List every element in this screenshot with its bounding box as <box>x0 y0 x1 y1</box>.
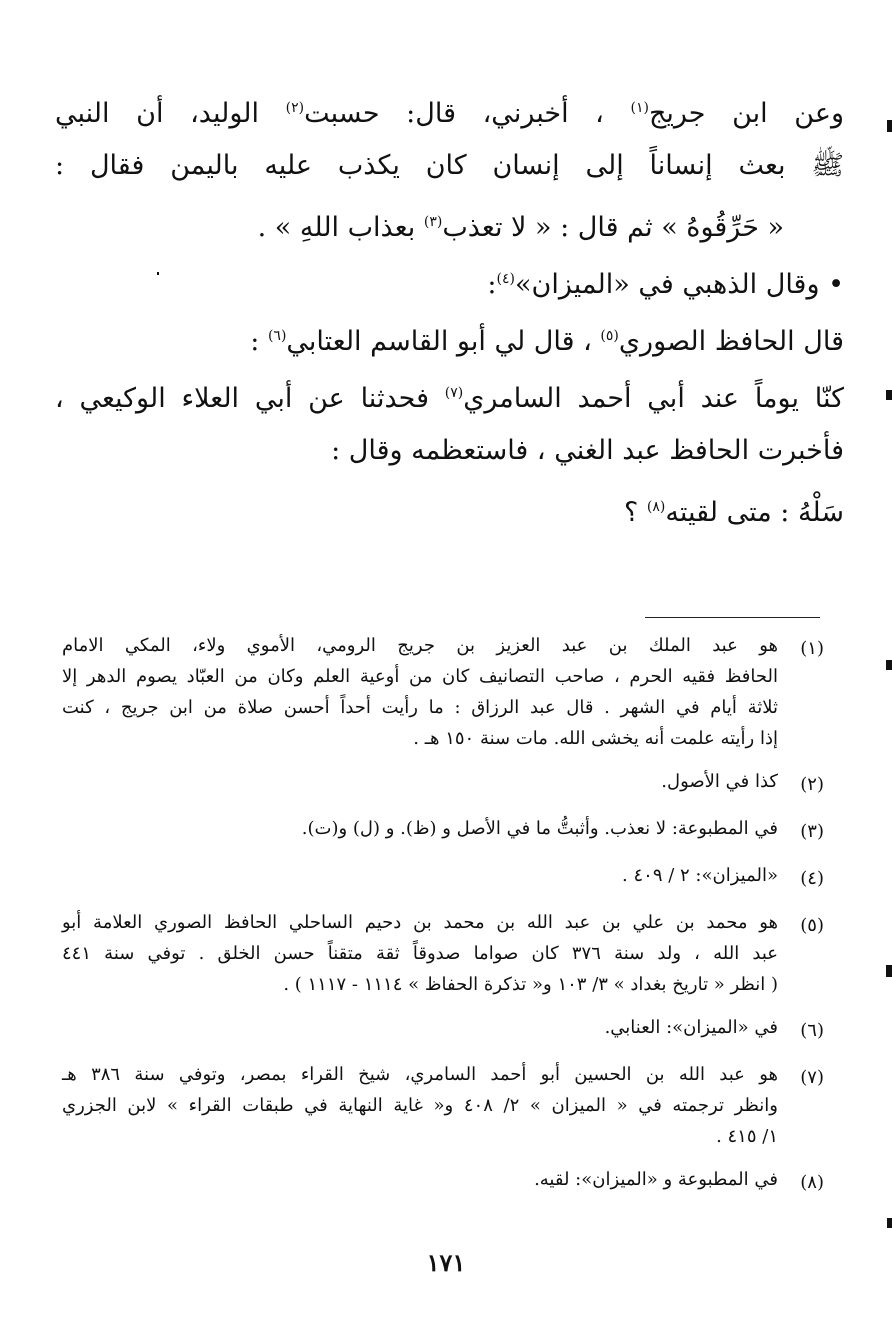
scan-edge-mark <box>886 660 892 670</box>
footnote-6 <box>62 1012 824 1047</box>
footnote-ref[interactable]: (٦) <box>267 328 287 344</box>
footnote-line: هو محمد بن علي بن عبد الله بن محمد بن دحيم الساحلي الحافظ الصوري العلامة أبو <box>62 912 778 933</box>
scan-edge-mark <box>887 1218 892 1228</box>
footnote-ref[interactable]: (٥) <box>600 328 619 344</box>
main-line-3 <box>55 194 844 251</box>
footnote-number: (١) <box>800 638 824 659</box>
footnote-ref[interactable]: (١) <box>630 100 649 116</box>
footnote-separator <box>645 617 820 618</box>
text-run: « حَرِّقُوهُ » ثم قال : « لا تعذب <box>442 212 784 243</box>
footnote-line: في «الميزان»: العنابي. <box>604 1017 778 1038</box>
main-text <box>55 80 844 536</box>
footnote-ref[interactable]: (٣) <box>423 214 443 230</box>
text-run: : <box>250 326 268 357</box>
text-run: بعذاب اللهِ » . <box>257 212 424 243</box>
text-run: : <box>487 269 497 300</box>
footnote-ref[interactable]: (٨) <box>646 499 666 515</box>
text-run: الوليد، أن النبي <box>55 98 286 129</box>
text-run: ، قال لي أبو القاسم العتابي <box>286 326 601 357</box>
text-run: قال الحافظ الصوري <box>618 326 844 357</box>
footnote-ref[interactable]: (٤) <box>496 271 515 287</box>
footnote-line: الحافظ فقيه الحرم ، صاحب التصانيف كان من أوعية العلم وكان من العبّاد يصوم الدهر إلا <box>62 666 778 687</box>
footnote-body <box>62 630 778 754</box>
footnote-line: إذا رأيته علمت أنه يخشى الله. مات سنة ١٥٠ هـ . <box>413 728 778 749</box>
footnote-4 <box>62 860 824 895</box>
footnote-line: ثلاثة أيام في الشهر . قال عبد الرزاق : ما رأيت أحداً أحسن صلاة من ابن جريج ، كنت <box>62 697 778 718</box>
footnote-body <box>62 1164 778 1199</box>
footnote-line: هو عبد الله بن الحسين أبو أحمد السامري، شيخ القراء بمصر، وتوفي سنة ٣٨٦ هـ <box>62 1064 778 1085</box>
footnote-8 <box>62 1164 824 1199</box>
footnote-ref[interactable]: (٢) <box>285 100 305 116</box>
footnotes <box>62 630 824 1211</box>
scan-edge-mark <box>887 120 892 132</box>
footnote-2 <box>62 766 824 801</box>
text-run: ، أخبرني، قال: حسبت <box>304 98 631 129</box>
text-run: ﷺ بعث إنساناً إلى إنسان كان يكذب عليه باليمن فقال : <box>55 150 844 181</box>
footnote-body <box>62 1012 778 1047</box>
footnote-number: (٧) <box>800 1067 824 1088</box>
footnote-number: (٣) <box>800 821 824 842</box>
main-line-6 <box>55 365 844 422</box>
footnote-number: (٤) <box>800 868 824 889</box>
footnote-line: هو عبد الملك بن عبد العزيز بن جريج الرومي، الأموي ولاء، المكي الامام <box>62 635 778 656</box>
text-run: وعن ابن جريج <box>648 98 844 129</box>
footnote-7 <box>62 1059 824 1152</box>
page-number: ١٧١ <box>426 1248 466 1277</box>
text-run: كنّا يوماً عند أبي أحمد السامري <box>463 383 844 414</box>
scan-edge-mark <box>886 965 892 977</box>
main-line-7 <box>55 422 844 479</box>
main-line-5 <box>55 308 844 365</box>
footnote-1 <box>62 630 824 754</box>
footnote-line: وانظر ترجمته في « الميزان » ٢/ ٤٠٨ و« غاية النهاية في طبقات القراء » لابن الجزري <box>62 1095 778 1116</box>
footnote-body <box>62 813 778 848</box>
text-run: ؟ <box>623 497 647 528</box>
footnote-number: (٢) <box>800 774 824 795</box>
footnote-line: في المطبوعة و «الميزان»: لقيه. <box>534 1169 778 1190</box>
footnote-number: (٥) <box>800 915 824 936</box>
scan-edge-mark <box>886 390 892 400</box>
footnote-3 <box>62 813 824 848</box>
text-run: فحدثنا عن أبي العلاء الوكيعي ، <box>55 383 445 414</box>
footnote-line: «الميزان»: ٢ / ٤٠٩ . <box>622 865 778 886</box>
text-run: سَلْهُ : متى لقيته <box>665 497 844 528</box>
main-line-8 <box>55 479 844 536</box>
footnote-body <box>62 860 778 895</box>
text-run: • وقال الذهبي في «الميزان» <box>515 269 844 300</box>
footnote-line: ١/ ٤١٥ . <box>716 1126 778 1147</box>
footnote-line: في المطبوعة: لا نعذب. وأثبتُّ ما في الأصل و (ظ). و (ل) و(ت). <box>301 818 778 839</box>
text-run: فأخبرت الحافظ عبد الغني ، فاستعظمه وقال : <box>331 435 844 466</box>
footnote-body <box>62 1059 778 1152</box>
footnote-line: كذا في الأصول. <box>661 771 778 792</box>
footnote-line: ( انظر « تاريخ بغداد » ٣/ ١٠٣ و« تذكرة الحفاظ » ١١١٤ - ١١١٧ ) . <box>283 974 778 995</box>
main-line-2 <box>55 137 844 194</box>
footnote-number: (٨) <box>800 1172 824 1193</box>
footnote-number: (٦) <box>800 1020 824 1041</box>
footnote-line: عبد الله ، ولد سنة ٣٧٦ كان صواما صدوقاً ثقة متقناً حسن الخلق . توفي سنة ٤٤١ <box>62 943 779 964</box>
scan-speck <box>157 272 159 275</box>
footnote-body <box>62 907 778 1000</box>
footnote-5 <box>62 907 824 1000</box>
main-line-1 <box>55 80 844 137</box>
footnote-body <box>62 766 778 801</box>
main-line-4 <box>55 251 844 308</box>
footnote-ref[interactable]: (٧) <box>444 385 464 401</box>
